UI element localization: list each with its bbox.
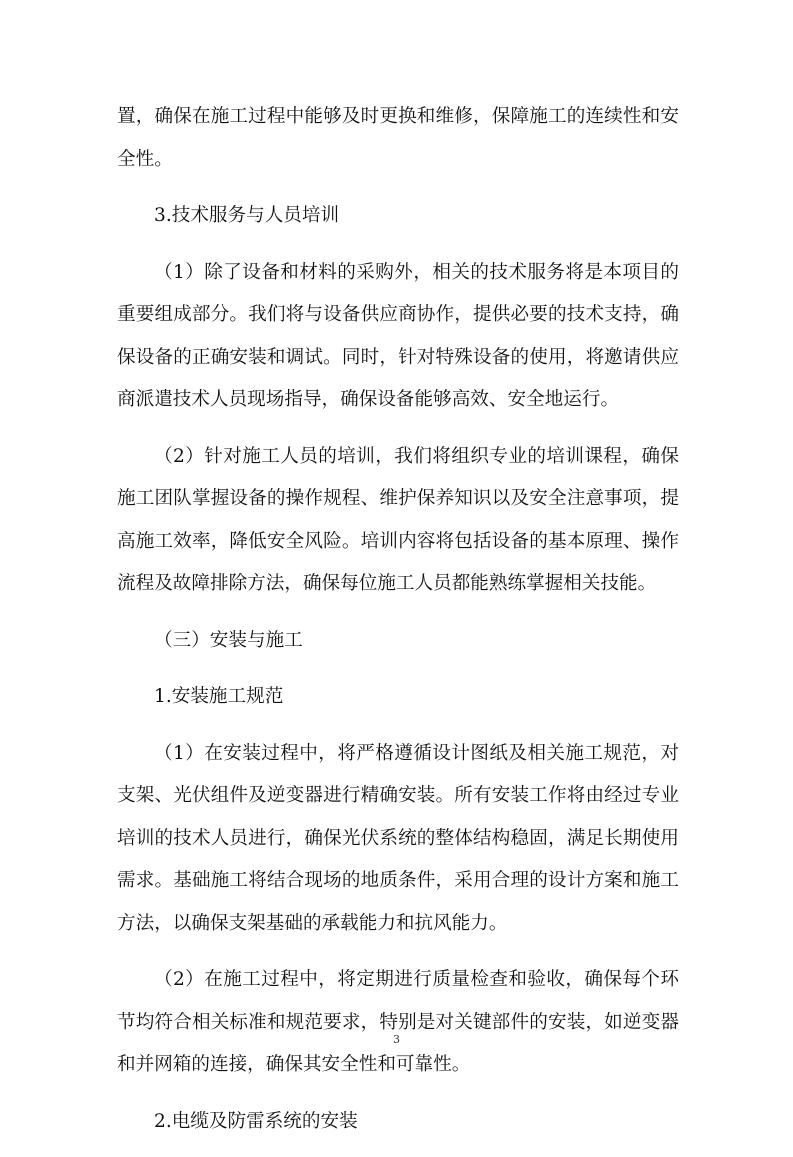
document-body bbox=[117, 96, 679, 1157]
subheading-installation-standards: 1.安装施工规范 bbox=[154, 686, 284, 707]
section-heading-technical-services: 3.技术服务与人员培训 bbox=[154, 205, 340, 226]
paragraph-technical-support: （1）除了设备和材料的采购外，相关的技术服务将是本项目的重要组成部分。我们将与设备供应商协作，提供必要的技术支持，确保设备的正确安装和调试。同时，针对特殊设备的使用，将邀请供应商派遣技术人员现场指导，确保设备能够高效、安全地运行。 bbox=[117, 261, 679, 410]
paragraph-quality-inspection: （2）在施工过程中，将定期进行质量检查和验收，确保每个环节均符合相关标准和规范要求，特别是对关键部件的安装，如逆变器和并网箱的连接，确保其安全性和可靠性。 bbox=[117, 969, 679, 1075]
paragraph-installation-process: （1）在安装过程中，将严格遵循设计图纸及相关施工规范，对支架、光伏组件及逆变器进行精确安装。所有安装工作将由经过专业培训的技术人员进行，确保光伏系统的整体结构稳固，满足长期使用需求。基础施工将结合现场的地质条件，采用合理的设计方案和施工方法，以确保支架基础的承载能力和抗风能力。 bbox=[117, 742, 679, 934]
subheading-cable-lightning: 2.电缆及防雷系统的安装 bbox=[154, 1110, 358, 1132]
section-heading-installation: （三）安装与施工 bbox=[154, 629, 303, 651]
paragraph-staff-training: （2）针对施工人员的培训，我们将组织专业的培训课程，确保施工团队掌握设备的操作规程、维护保养知识以及安全注意事项，提高施工效率，降低安全风险。培训内容将包括设备的基本原理、操作流程及故障排除方法，确保每位施工人员都能熟练掌握相关技能。 bbox=[117, 445, 679, 594]
paragraph-continuation: 置，确保在施工过程中能够及时更换和维修，保障施工的连续性和安全性。 bbox=[117, 106, 679, 170]
page-number: 3 bbox=[393, 1033, 400, 1046]
